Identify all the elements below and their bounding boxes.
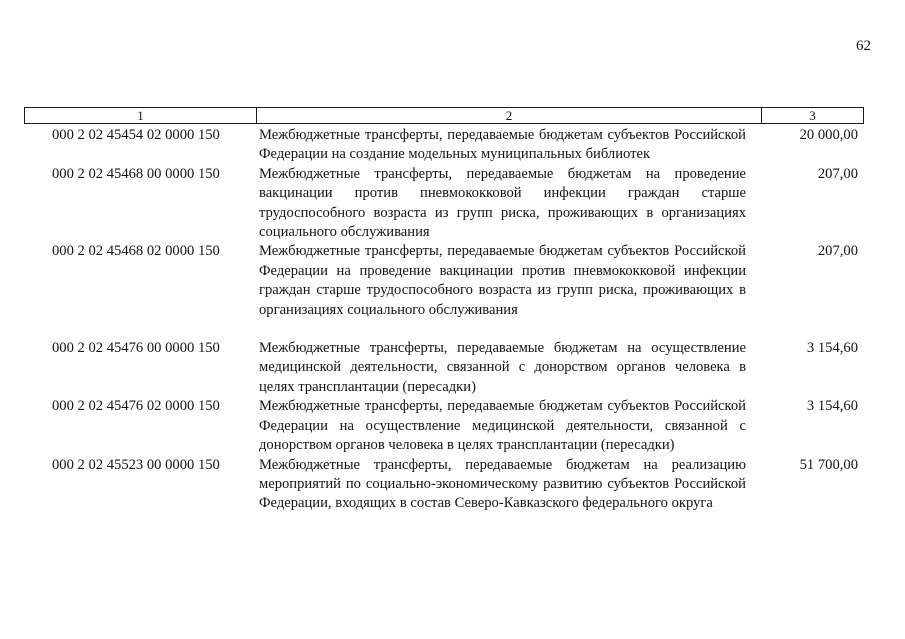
budget-code: 000 2 02 45468 02 0000 150 (52, 243, 220, 260)
budget-code: 000 2 02 45476 02 0000 150 (52, 398, 220, 415)
table-row (24, 397, 864, 455)
row-description: Межбюджетные трансферты, передаваемые бюджетам на реализацию мероприятий по социально-экономическому развитию субъектов Российской Федерации, входящих в состав Северо-Кавказского федерального округа (259, 456, 746, 512)
column-header-1: 1 (25, 108, 257, 123)
table-row (24, 242, 864, 320)
table-row (24, 339, 864, 397)
row-description: Межбюджетные трансферты, передаваемые бюджетам субъектов Российской Федерации на создание модельных муниципальных библиотек (259, 127, 746, 163)
row-description: Межбюджетные трансферты, передаваемые бюджетам субъектов Российской Федерации на осуществление медицинской деятельности, связанной с донорством органов человека в целях трансплантации (пересадки) (259, 398, 746, 454)
table-body (24, 126, 864, 514)
row-description: Межбюджетные трансферты, передаваемые бюджетам на проведение вакцинации против пневмококковой инфекции граждан старше трудоспособного возраста из групп риска, проживающих в организациях социального обслуживания (259, 165, 746, 241)
row-description: Межбюджетные трансферты, передаваемые бюджетам субъектов Российской Федерации на проведение вакцинации против пневмококковой инфекции граждан старше трудоспособного возраста из групп риска, проживающих в организациях социального обслуживания (259, 243, 746, 318)
page-number: 62 (856, 38, 871, 54)
table-row (24, 165, 864, 243)
budget-code: 000 2 02 45523 00 0000 150 (52, 456, 220, 473)
row-amount: 51 700,00 (799, 456, 858, 473)
table-row (24, 126, 864, 165)
budget-code: 000 2 02 45468 00 0000 150 (52, 165, 220, 182)
budget-code: 000 2 02 45454 02 0000 150 (52, 127, 220, 143)
budget-code: 000 2 02 45476 00 0000 150 (52, 340, 220, 357)
column-header-3: 3 (809, 108, 816, 123)
row-amount: 207,00 (817, 243, 858, 260)
row-amount: 207,00 (817, 165, 858, 182)
table-row (24, 456, 864, 514)
row-description: Межбюджетные трансферты, передаваемые бюджетам на осуществление медицинской деятельности, связанной с донорством органов человека в целях трансплантации (пересадки) (259, 340, 746, 395)
row-amount: 3 154,60 (806, 398, 858, 415)
row-amount: 3 154,60 (806, 340, 858, 357)
table-header (24, 107, 864, 124)
column-header-2: 2 (257, 108, 762, 123)
row-amount: 20 000,00 (799, 127, 858, 143)
